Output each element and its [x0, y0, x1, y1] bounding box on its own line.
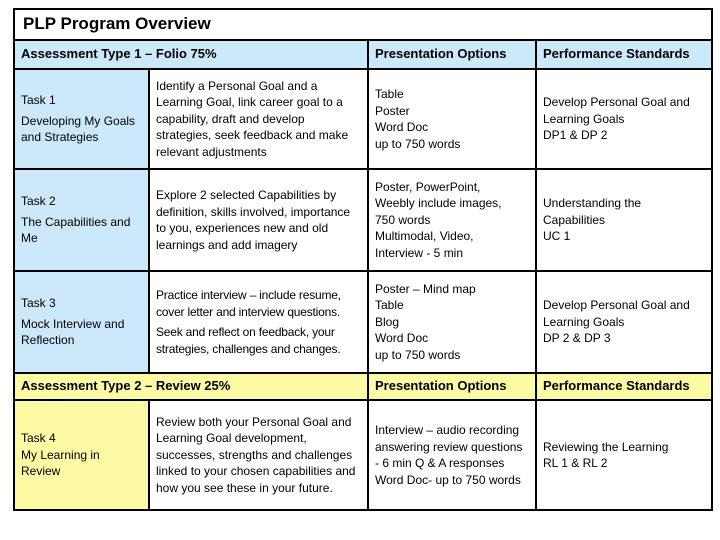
task-title: Developing My Goals and Strategies	[21, 113, 136, 145]
title-row	[14, 9, 712, 40]
description-cell	[149, 400, 368, 510]
task-number: Task 1	[21, 93, 56, 108]
task-title: My Learning in Review	[21, 447, 100, 479]
column-header-presentation: Presentation Options	[368, 40, 536, 69]
description-cell	[149, 271, 368, 373]
standard-line: Understanding the	[543, 196, 642, 211]
presentation-option: Table	[375, 298, 404, 313]
presentation-option: Poster – Mind map	[375, 281, 476, 296]
section-heading: Assessment Type 2 – Review 25%	[14, 373, 368, 400]
task-cell	[14, 400, 149, 510]
task-title: Mock Interview and Reflection	[21, 316, 125, 348]
table-row-task-2	[14, 169, 712, 271]
standard-line: Reviewing the Learning	[543, 439, 669, 454]
section-header-assessment-2	[14, 373, 712, 400]
presentation-option: Weebly include images,	[375, 196, 502, 211]
presentation-option: Table	[375, 87, 404, 101]
standard-line: Develop Personal Goal and	[543, 298, 690, 313]
plp-overview-table	[13, 8, 711, 508]
table-row-task-3	[14, 271, 712, 373]
standard-line: RL 1 & RL 2	[543, 456, 608, 470]
task-description: Practice interview – include resume, cover letter and interview questions.	[156, 288, 341, 319]
presentation-cell	[368, 69, 536, 169]
standard-line: UC 1	[543, 229, 571, 244]
task-number: Task 3	[21, 296, 56, 311]
task-number: Task 4	[21, 431, 56, 446]
table-row-task-1	[14, 69, 712, 169]
presentation-cell	[368, 271, 536, 373]
presentation-option: up to 750 words	[375, 347, 461, 362]
task-description: Identify a Personal Goal and a Learning Goal, link career goal to a capability, draft and develop strategies, seek feedback and make relevant adjustments	[156, 78, 349, 159]
standards-cell	[536, 271, 712, 373]
task-number: Task 2	[21, 194, 56, 209]
task-description: Explore 2 selected Capabilities by definition, skills involved, importance to you, experiences new and old learnings and add imagery	[156, 188, 351, 252]
standard-line: Learning Goals	[543, 314, 625, 329]
section-header-assessment-1	[14, 40, 712, 69]
description-cell	[149, 169, 368, 271]
standards-cell	[536, 69, 712, 169]
standard-line: DP1 & DP 2	[543, 128, 608, 143]
table-row-task-4	[14, 400, 712, 510]
presentation-cell	[368, 169, 536, 271]
standard-line: Develop Personal Goal and	[543, 95, 690, 110]
task-cell	[14, 271, 149, 373]
presentation-option: Word Doc	[375, 331, 429, 346]
standard-line: Capabilities	[543, 212, 606, 227]
section-heading: Assessment Type 1 – Folio 75%	[14, 40, 368, 69]
standards-cell	[536, 169, 712, 271]
standard-line: DP 2 & DP 3	[543, 331, 611, 346]
standard-line: Learning Goals	[543, 111, 625, 126]
column-header-standards: Performance Standards	[536, 373, 712, 400]
task-description: Seek and reflect on feedback, your strategies, challenges and changes.	[156, 325, 341, 356]
task-description: Review both your Personal Goal and Learning Goal development, successes, strengths and challenges linked to your chosen capabilities and how you see these in your future.	[156, 414, 356, 495]
presentation-option: 750 words	[375, 212, 431, 227]
page-title: PLP Program Overview	[14, 9, 712, 40]
column-header-standards: Performance Standards	[536, 40, 712, 69]
presentation-option: Multimodal, Video,	[375, 229, 474, 244]
standards-cell	[536, 400, 712, 510]
column-header-presentation: Presentation Options	[368, 373, 536, 400]
presentation-option: Word Doc	[375, 120, 429, 134]
task-cell	[14, 69, 149, 169]
presentation-option: Poster	[375, 103, 410, 118]
presentation-cell	[368, 400, 536, 510]
presentation-option: up to 750 words	[375, 136, 461, 151]
presentation-option: Blog	[375, 314, 400, 329]
task-cell	[14, 169, 149, 271]
presentation-option: Interview – audio recording answering review questions - 6 min Q & A responses Word Doc- up to 750 words	[375, 423, 523, 487]
description-cell	[149, 69, 368, 169]
presentation-option: Interview - 5 min	[375, 245, 464, 260]
task-title: The Capabilities and Me	[21, 214, 131, 246]
presentation-option: Poster, PowerPoint,	[375, 179, 481, 194]
